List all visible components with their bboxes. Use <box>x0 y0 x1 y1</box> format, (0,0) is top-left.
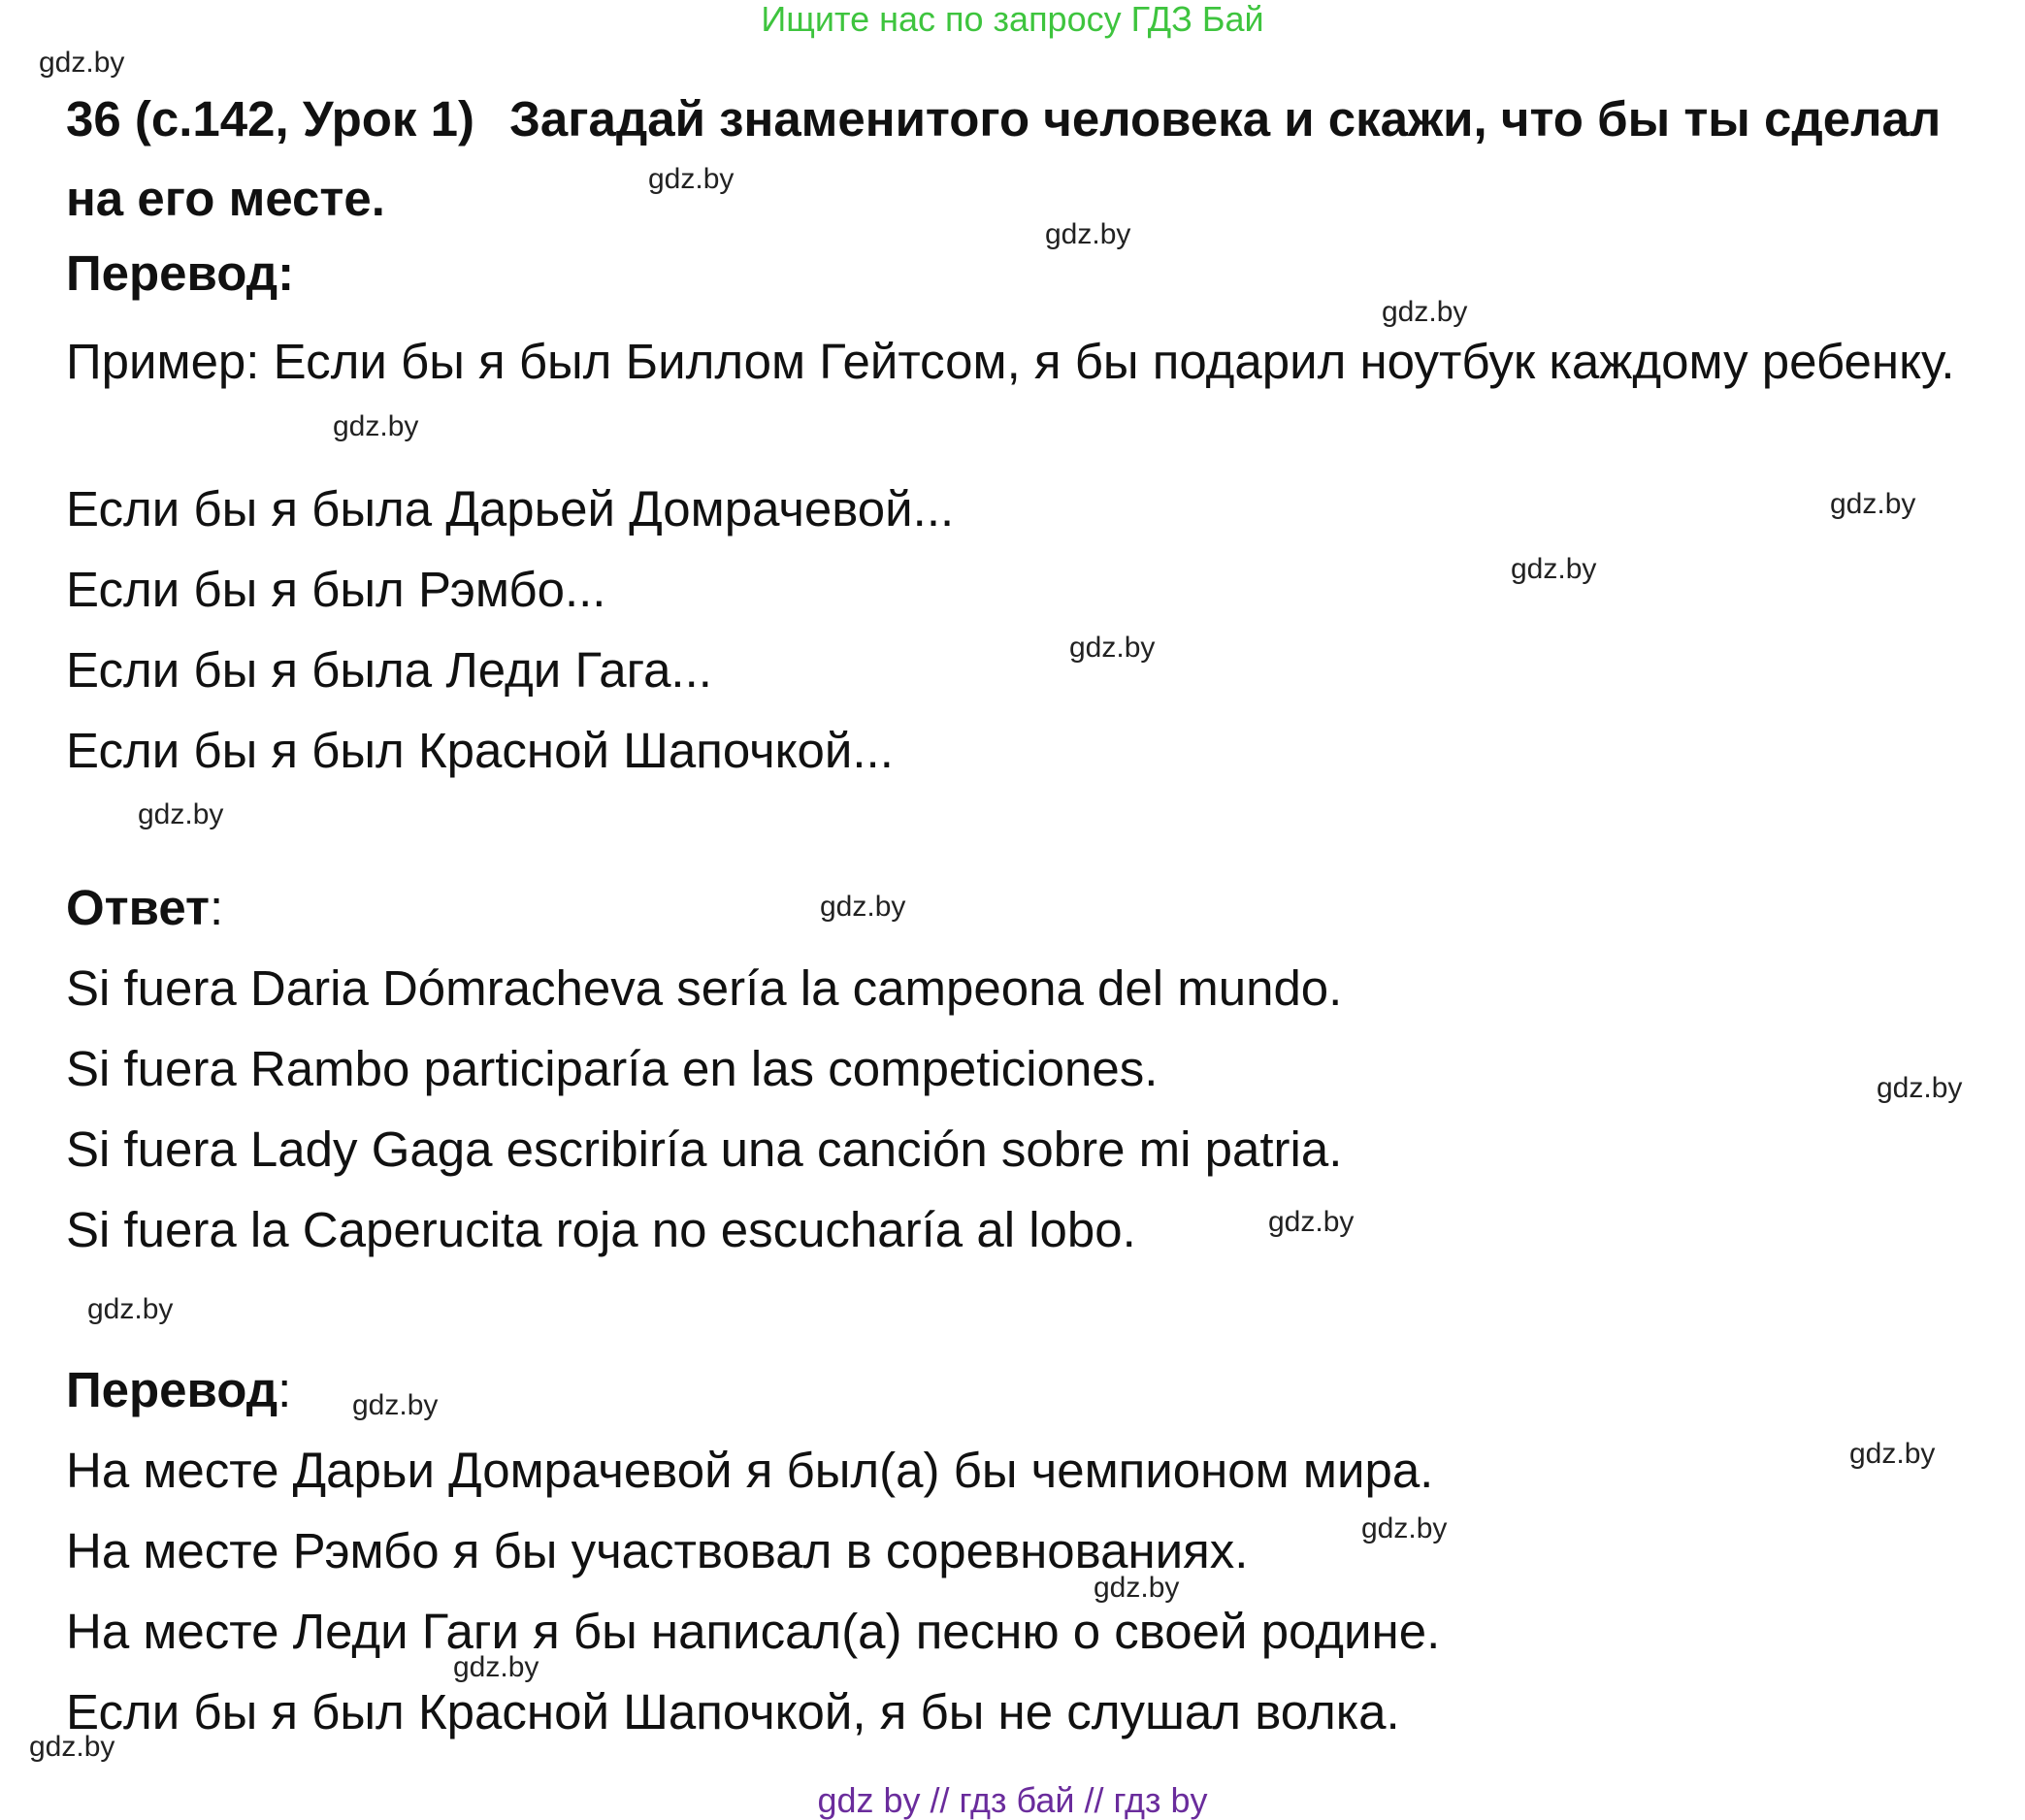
translation-line-1: Если бы я была Дарьей Домрачевой... <box>66 481 955 536</box>
final-line-1: На месте Дарьи Домрачевой я был(а) бы чемпионом мира. <box>66 1443 1434 1498</box>
translation-line-2: Если бы я был Рэмбо... <box>66 562 606 617</box>
final-line-4: Если бы я был Красной Шапочкой, я бы не слушал волка. <box>66 1684 1400 1739</box>
answer-heading-colon: : <box>210 880 224 935</box>
watermark: gdz.by <box>352 1389 439 1421</box>
watermark: gdz.by <box>1382 296 1468 328</box>
watermark: gdz.by <box>453 1651 539 1683</box>
task-statement <box>66 80 1967 239</box>
watermark: gdz.by <box>1069 632 1156 664</box>
final-line-2: На месте Рэмбо я бы участвовал в соревнованиях. <box>66 1523 1249 1578</box>
answer-line-2: Si fuera Rambo participaría en las competiciones. <box>66 1041 1159 1096</box>
translation-heading-1: Перевод: <box>66 245 295 301</box>
answer-line-1: Si fuera Daria Dómracheva sería la campeona del mundo. <box>66 960 1343 1016</box>
watermark: gdz.by <box>1045 218 1131 250</box>
watermark: gdz.by <box>1094 1572 1180 1604</box>
watermark: gdz.by <box>1511 553 1597 585</box>
watermark: gdz.by <box>1849 1438 1936 1470</box>
translation-heading-2-text: Перевод <box>66 1362 278 1417</box>
translation-heading-2-colon: : <box>278 1362 292 1417</box>
answer-heading <box>66 879 223 937</box>
top-banner: Ищите нас по запросу ГДЗ Бай <box>761 0 1264 39</box>
footer-links: gdz by // гдз бай // гдз by <box>817 1780 1208 1820</box>
final-line-3: На месте Леди Гаги я бы написал(а) песню о своей родине. <box>66 1604 1441 1659</box>
watermark: gdz.by <box>1877 1072 1963 1104</box>
watermark: gdz.by <box>820 891 906 923</box>
answer-heading-text: Ответ <box>66 880 210 935</box>
example-sentence: Пример: Если бы я был Биллом Гейтсом, я бы подарил ноутбук каждому ребенку. <box>66 334 1955 389</box>
translation-heading-2 <box>66 1361 291 1419</box>
answer-line-3: Si fuera Lady Gaga escribiría una canción sobre mi patria. <box>66 1121 1343 1177</box>
watermark: gdz.by <box>1830 488 1916 520</box>
watermark: gdz.by <box>333 410 419 442</box>
translation-line-3: Если бы я была Леди Гага... <box>66 642 712 698</box>
task-number: 36 (с.142, Урок 1) <box>66 91 474 146</box>
watermark: gdz.by <box>138 798 224 830</box>
watermark: gdz.by <box>1361 1512 1448 1544</box>
answer-line-4: Si fuera la Caperucita roja no escucharía al lobo. <box>66 1202 1136 1257</box>
watermark: gdz.by <box>648 163 735 195</box>
translation-line-4: Если бы я был Красной Шапочкой... <box>66 723 894 778</box>
watermark: gdz.by <box>39 47 125 79</box>
watermark: gdz.by <box>87 1293 174 1325</box>
task-text: Загадай знаменитого человека и скажи, что бы ты сделал на его месте. <box>66 91 1942 226</box>
watermark: gdz.by <box>29 1731 115 1763</box>
watermark: gdz.by <box>1268 1206 1355 1238</box>
